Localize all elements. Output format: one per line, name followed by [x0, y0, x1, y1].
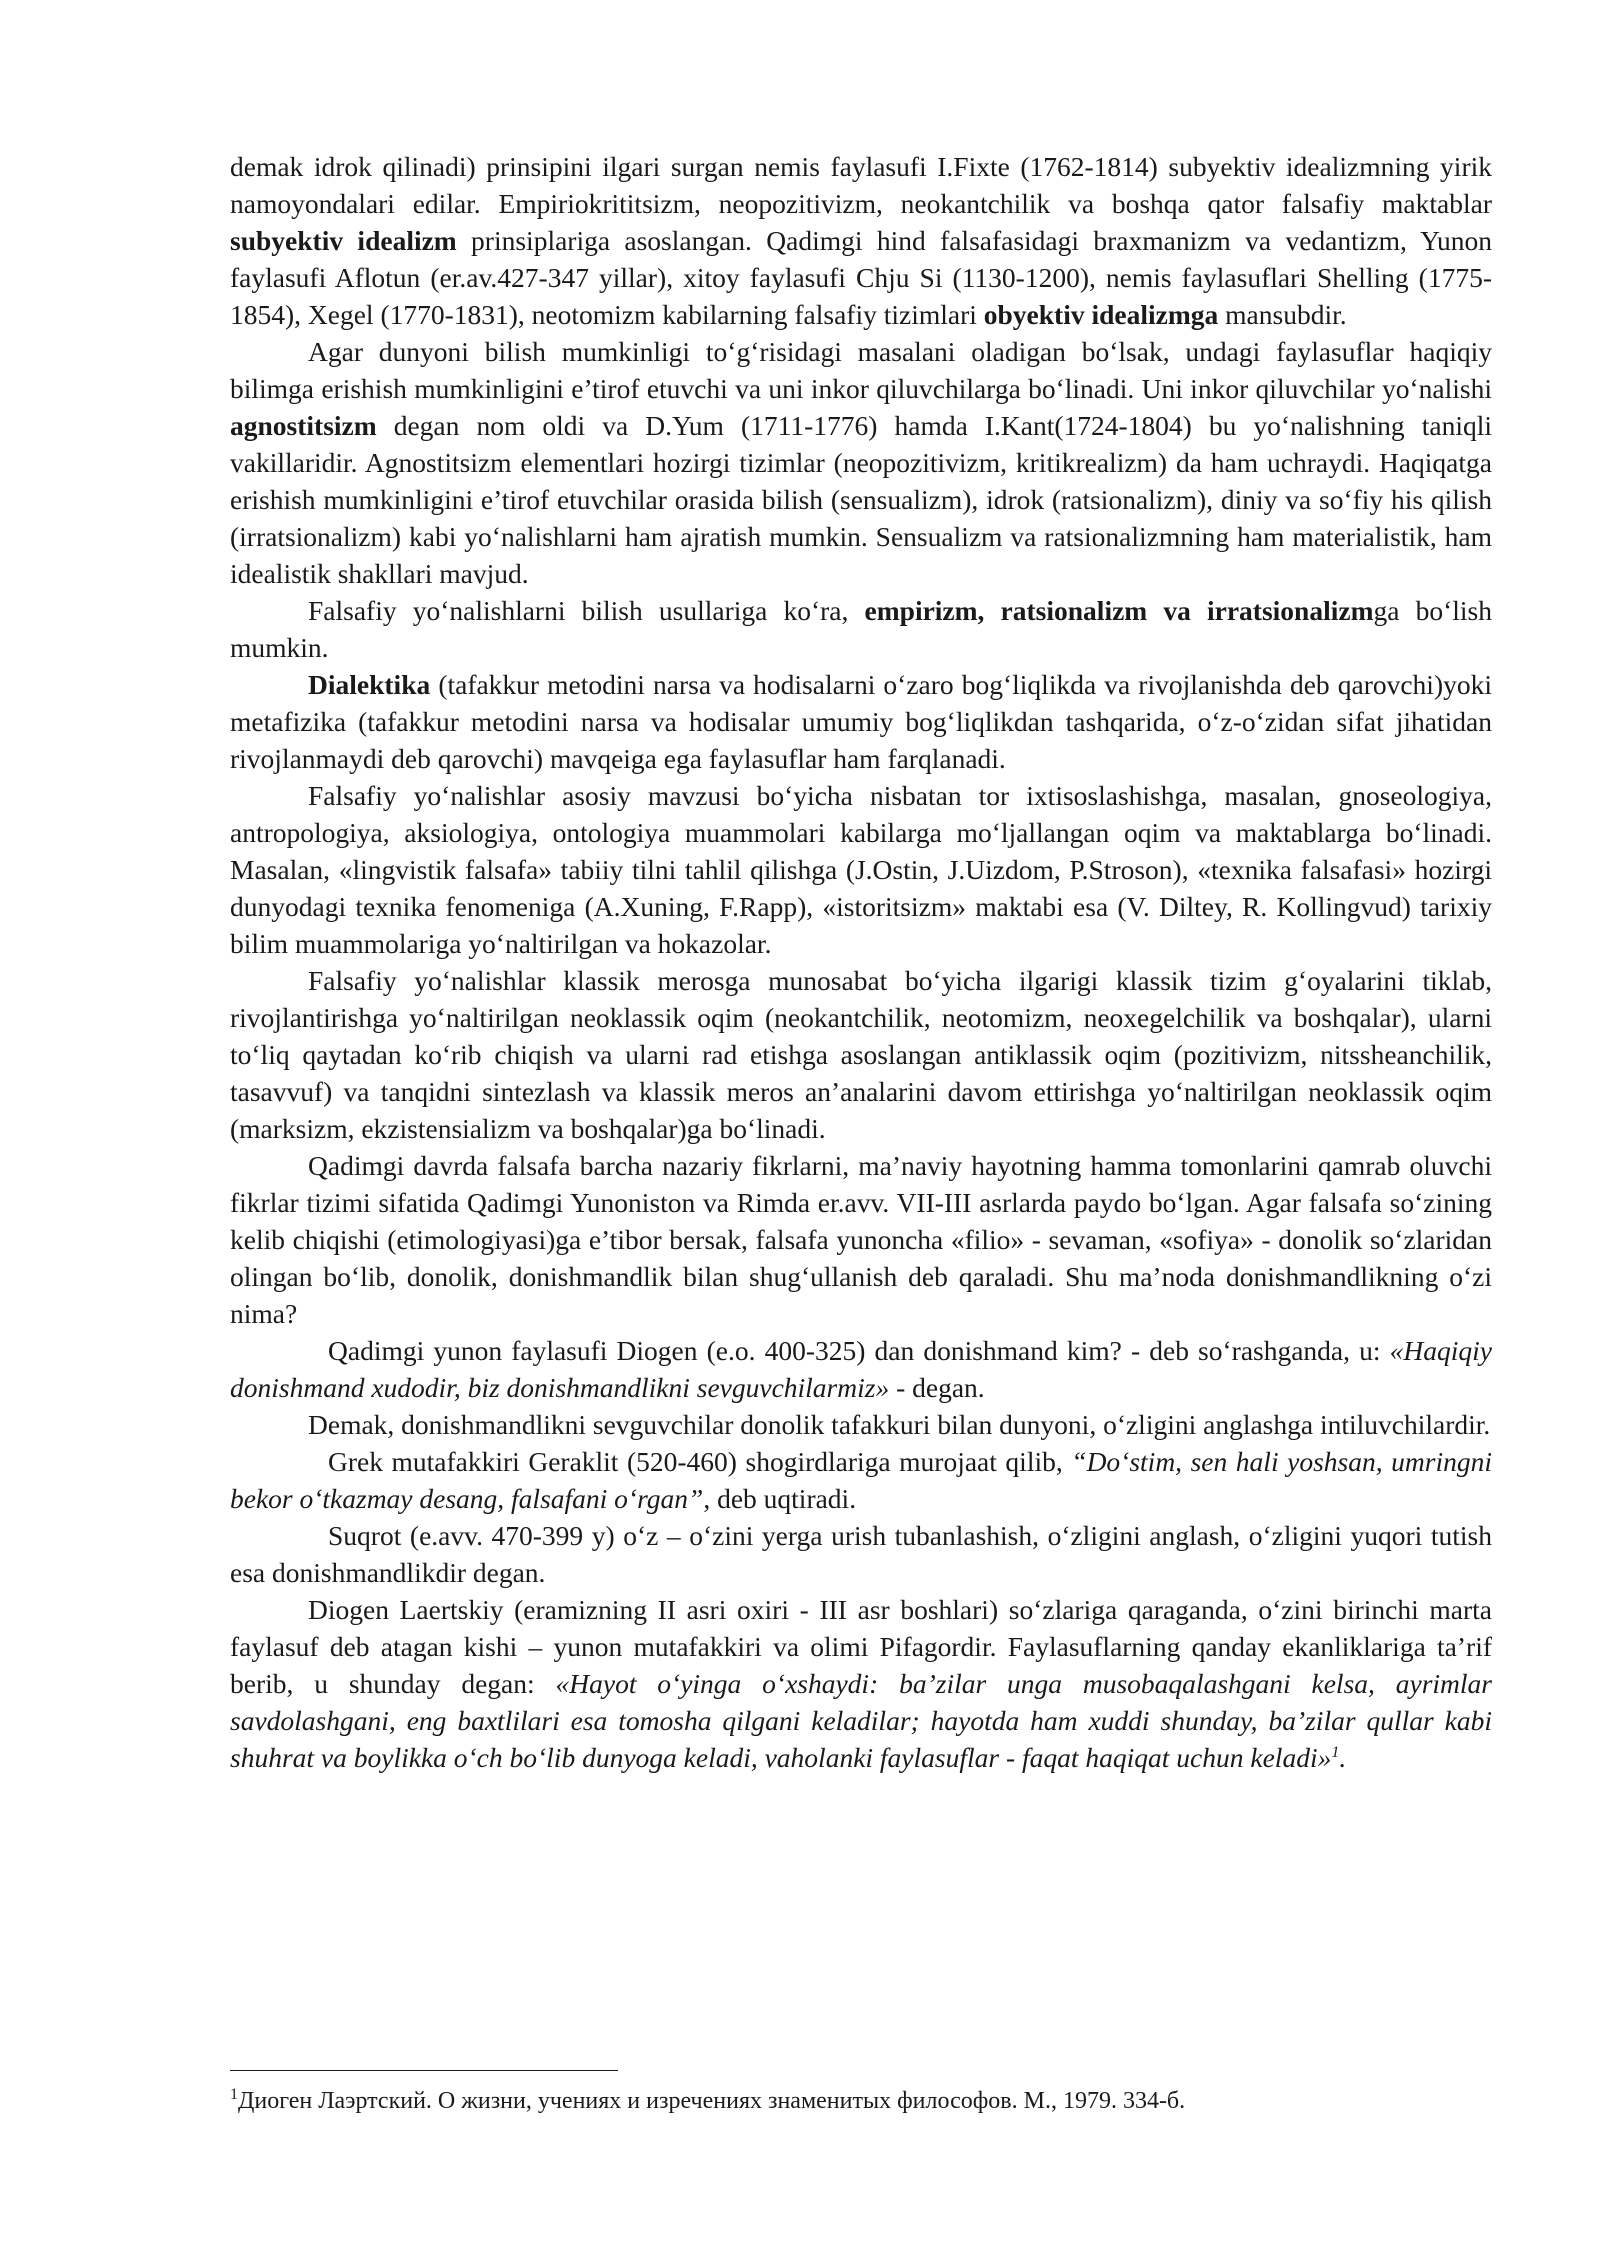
- text-run: - degan.: [889, 1372, 985, 1403]
- footnote-separator: [230, 2070, 618, 2071]
- bold-term: Dialektika: [308, 669, 431, 700]
- quotation: “Do‘stim, sen hali yoshsan, umringni bekor o‘tkazmay desang, falsafani o‘rgan”: [230, 1446, 1492, 1514]
- text-run: Grek mutafakkiri Geraklit (520-460) shogirdlariga murojaat qilib,: [328, 1446, 1072, 1477]
- footnote-text: Диоген Лаэртский. О жизни, учениях и изречениях знаменитых философов. М., 1979. 334-б.: [238, 2088, 1186, 2114]
- document-body: [230, 148, 1492, 1776]
- text-run: Diogen Laertskiy (eramizning II asri oxiri - III asr boshlari) so‘zlariga qaraganda, o‘zini birinchi marta faylasuf deb atagan kishi – yunon mutafakkiri va olimi Pifagordir. Faylasuflarning qanday ekanliklariga ta’rif berib, u shunday degan:: [230, 1594, 1492, 1699]
- paragraph-p6: [230, 962, 1492, 1147]
- paragraph-p12: [230, 1591, 1492, 1776]
- quotation: «Hayot o‘yinga o‘xshaydi: ba’zilar unga musobaqalashgani kelsa, ayrimlar savdolashgani, eng baxtlilari esa tomosha qilgani keladilar; hayotda ham xuddi shunday, ba’zilar qullar kabi shuhrat va boylikka o‘ch bo‘lib dunyoga keladi, vaholanki faylasuflar - faqat haqiqat uchun keladi»: [230, 1668, 1493, 1773]
- paragraph-p3: [230, 592, 1492, 666]
- bold-term: agnostitsizm: [230, 410, 377, 441]
- paragraph-p1: [230, 148, 1492, 333]
- text-run: Qadimgi yunon faylasufi Diogen (e.o. 400-325) dan donishmand kim? - deb so‘rashganda, u:: [328, 1335, 1390, 1366]
- bold-term: subyektiv idealizm: [230, 225, 457, 256]
- text-run: Falsafiy yo‘nalishlar asosiy mavzusi bo‘yicha nisbatan tor ixtisoslashishga, masalan, gnoseologiya, antropologiya, aksiologiya, ontologiya muammolari kabilarga mo‘ljallangan oqim va maktablarga bo‘linadi. Masalan, «lingvistik falsafa» tabiiy tilni tahlil qilishga (J.Ostin, J.Uizdom, P.Stroson), «texnika falsafasi» hozirgi dunyodagi texnika fenomeniga (A.Xuning, F.Rapp), «istoritsizm» maktabi esa (V. Diltey, R. Kollingvud) tarixiy bilim muammolariga yo‘naltirilgan va hokazolar.: [230, 780, 1492, 959]
- paragraph-p4: [230, 666, 1492, 777]
- paragraph-p7: [230, 1147, 1492, 1332]
- footnote-marker: 1: [230, 2086, 238, 2103]
- text-run: Agar dunyoni bilish mumkinligi to‘g‘risidagi masalani oladigan bo‘lsak, undagi faylasuflar haqiqiy bilimga erishish mumkinligini e’tirof etuvchi va uni inkor qiluvchilarga bo‘linadi. Uni inkor qiluvchilar yo‘nalishi: [230, 336, 1492, 404]
- text-run: Suqrot (e.avv. 470-399 y) o‘z – o‘zini yerga urish tubanlashish, o‘zligini anglash, o‘zligini yuqori tutish esa donishmandlikdir degan.: [230, 1520, 1492, 1588]
- text-run: prinsiplariga asoslangan. Qadimgi hind falsafasidagi braxmanizm va vedantizm, Yunon faylasufi Aflotun (er.av.427-347 yillar), xitoy faylasufi Chju Si (1130-1200), nemis faylasuflari Shelling (1775-1854), Xegel (1770-1831), neotomizm kabilarning falsafiy tizimlari: [230, 225, 1492, 330]
- paragraph-p8: [230, 1332, 1492, 1406]
- text-run: Falsafiy yo‘nalishlarni bilish usullariga ko‘ra,: [308, 595, 865, 626]
- text-run: ga bo‘lish mumkin.: [230, 595, 1492, 663]
- quotation: .: [1339, 1742, 1347, 1773]
- footnote: [230, 2085, 1492, 2117]
- paragraph-p11: [230, 1517, 1492, 1591]
- paragraph-p5: [230, 777, 1492, 962]
- paragraph-p2: [230, 333, 1492, 592]
- text-run: (tafakkur metodini narsa va hodisalarni o‘zaro bog‘liqlikda va rivojlanishda deb qarovchi)yoki metafizika (tafakkur metodini narsa va hodisalar umumiy bog‘liqlikdan tashqarida, o‘z-o‘zidan sifat jihatidan rivojlanmaydi deb qarovchi) mavqeiga ega faylasuflar ham farqlanadi.: [230, 669, 1492, 774]
- paragraph-p9: [230, 1406, 1492, 1443]
- paragraph-p10: [230, 1443, 1492, 1517]
- text-run: Falsafiy yo‘nalishlar klassik merosga munosabat bo‘yicha ilgarigi klassik tizim g‘oyalarini tiklab, rivojlantirishga yo‘naltirilgan neoklassik oqim (neokantchilik, neotomizm, neoxegelchilik va boshqalar), ularni to‘liq qaytadan ko‘rib chiqish va ularni rad etishga asoslangan antiklassik oqim (pozitivizm, nitssheanchilik, tasavvuf) va tanqidni sintezlash va klassik meros an’analarini davom ettirishga yo‘naltirilgan neoklassik oqim (marksizm, ekzistensializm va boshqalar)ga bo‘linadi.: [230, 965, 1492, 1144]
- text-run: demak idrok qilinadi) prinsipini ilgari surgan nemis faylasufi I.Fixte (1762-1814) subyektiv idealizmning yirik namoyondalari edilar. Empiriokrititsizm, neopozitivizm, neokantchilik va boshqa qator falsafiy maktablar: [230, 151, 1492, 219]
- footnote-reference: 1: [1331, 1743, 1340, 1761]
- text-run: Qadimgi davrda falsafa barcha nazariy fikrlarni, ma’naviy hayotning hamma tomonlarini qamrab oluvchi fikrlar tizimi sifatida Qadimgi Yunoniston va Rimda er.avv. VII-III asrlarda paydo bo‘lgan. Agar falsafa so‘zining kelib chiqishi (etimologiyasi)ga e’tibor bersak, falsafa yunoncha «filio» - sevaman, «sofiya» - donolik so‘zlaridan olingan bo‘lib, donolik, donishmandlik bilan shug‘ullanish deb qaraladi. Shu ma’noda donishmandlikning o‘zi nima?: [230, 1150, 1492, 1329]
- text-run: , deb uqtiradi.: [703, 1483, 857, 1514]
- quotation: «Haqiqiy donishmand xudodir, biz donishmandlikni sevguvchilarmiz»: [230, 1335, 1492, 1403]
- bold-term: obyektiv idealizmga: [983, 299, 1219, 330]
- bold-term: empirizm, ratsionalizm va irratsionalizm: [864, 595, 1374, 626]
- document-page: [230, 148, 1492, 1776]
- text-run: mansubdir.: [1218, 299, 1347, 330]
- text-run: Demak, donishmandlikni sevguvchilar donolik tafakkuri bilan dunyoni, o‘zligini anglashga intiluvchilardir.: [308, 1409, 1491, 1440]
- text-run: degan nom oldi va D.Yum (1711-1776) hamda I.Kant(1724-1804) bu yo‘nalishning taniqli vakillaridir. Agnostitsizm elementlari hozirgi tizimlar (neopozitivizm, kritikrealizm) da ham uchraydi. Haqiqatga erishish mumkinligini e’tirof etuvchilar orasida bilish (sensualizm), idrok (ratsionalizm), diniy va so‘fiy his qilish (irratsionalizm) kabi yo‘nalishlarni ham ajratish mumkin. Sensualizm va ratsionalizmning ham materialistik, ham idealistik shakllari mavjud.: [230, 410, 1492, 589]
